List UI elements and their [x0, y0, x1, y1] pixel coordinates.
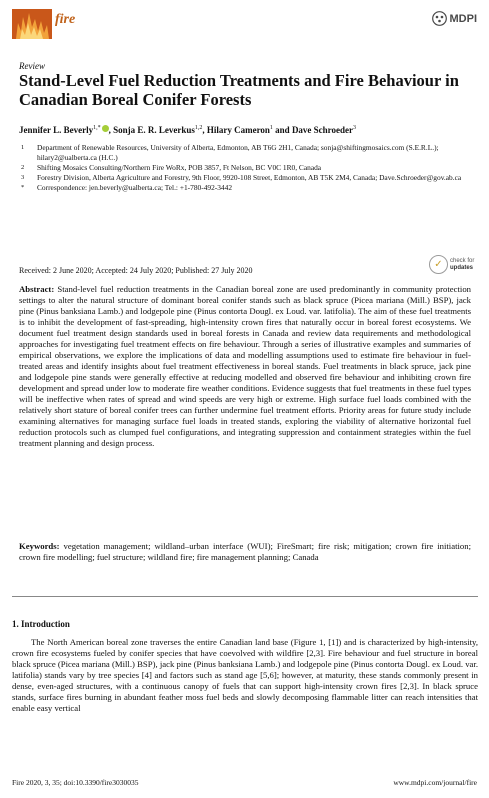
affiliation-number: 1	[21, 144, 25, 151]
author-name: Hilary Cameron	[206, 125, 270, 135]
orcid-icon[interactable]	[102, 125, 109, 132]
affiliation-number: 3	[21, 173, 25, 181]
check-updates-badge[interactable]	[429, 255, 474, 274]
affiliation-text: Shifting Mosaics Consulting/Northern Fire WoRx, POB 3857, Ft Nelson, BC V0C 1R0, Canada	[37, 162, 322, 172]
author-separator: and	[272, 125, 292, 135]
keywords-text: vegetation management; wildland–urban interface (WUI); FireSmart; fire risk; mitigation; crown fire initiation; crown fire modelling; fuel structure; wildland fire; fire management planning; Canada	[19, 541, 472, 562]
affiliations	[19, 143, 469, 193]
check-updates-icon: ✓	[429, 255, 448, 274]
author-sup: 3	[353, 125, 357, 131]
affiliation-item	[19, 183, 469, 193]
author-name: Sonja E. R. Leverkus	[113, 125, 195, 135]
publication-dates: Received: 2 June 2020; Accepted: 24 July 2020; Published: 27 July 2020	[19, 266, 253, 275]
check-updates-label: check for updates	[450, 258, 475, 271]
author-separator: ,	[108, 125, 114, 135]
affiliation-text: Forestry Division, Alberta Agriculture and Forestry, 9th Floor, 9920-108 Street, Edmonton, AB T5K 2M4, Canada; Dave.Schroeder@gov.ab.ca	[37, 172, 462, 182]
author-name: Jennifer L. Beverly	[19, 125, 94, 135]
author-separator: ,	[202, 125, 207, 135]
journal-name: fire	[55, 12, 76, 27]
author-sup: 1,2	[194, 125, 203, 131]
abstract-text: Stand-level fuel reduction treatments in the Canadian boreal zone are used predominantly in community protection settings to alter the natural structure of dominant boreal conifer stands such as black spruce (Picea mariana (Mill.) BSP), jack pine (Pinus banksiana Lamb.) and lodgepole pine (Pinus contorta Dougl. ex Loud. var. latifolia). The aim of these fuel treatments is to inhibit the development of fast-spreading, high-intensity crown fires that naturally occur in boreal forest ecosystems. We document fuel treatment design standards used in boreal forests in Canada and review data requirements and methodological approaches for investigating fuel treatment effects on fire behaviour. Through a series of illustrative examples and summaries of empirical observations, we explore the implications of data and modelling assumptions used to estimate fire behaviour in fuel-treated areas and identify insights about fuel treatment effectiveness in boreal stands. Fuel treatments in black spruce, jack pine and lodgepole pine stands were generally effective at reducing modelled and observed fire behaviour and inhibiting crown fire development and spread under low to moderate fire weather conditions. Evidence suggests that fuel treatments in these fuel types will be ineffective when rates of spread and wind speeds are very high or extreme. High surface fuel loads combined with the relatively short stature of boreal conifer trees can further undermine fuel treatment efforts. Priority areas for future study include examining alternatives for managing surface fuel loads in treated stands, exploring the viability of alternative horizontal fuel reduction protocols such as clumped fuel configurations, and integrating suppression and containment strategies within the fuel treatment planning and design process.	[19, 284, 472, 448]
author-sup: 1	[269, 125, 273, 131]
footer-url[interactable]: www.mdpi.com/journal/fire	[393, 778, 477, 787]
affiliation-item	[19, 143, 469, 162]
abstract	[19, 284, 471, 449]
keywords	[19, 541, 471, 563]
publisher-name: MDPI	[449, 12, 477, 25]
author-list	[19, 125, 356, 135]
mdpi-icon	[432, 11, 447, 26]
affiliation-item	[19, 173, 469, 183]
affiliation-text: Department of Renewable Resources, University of Alberta, Edmonton, AB T6G 2H1, Canada; sonja@shiftingmosaics.com (S.E.R.L.); hilary2@ualberta.ca (H.C.)	[37, 143, 439, 162]
author-name: Dave Schroeder	[291, 125, 354, 135]
footer-citation: Fire 2020, 3, 35; doi:10.3390/fire3030035	[12, 778, 139, 787]
correspondence-text: Correspondence: jen.beverly@ualberta.ca; Tel.: +1-780-492-3442	[37, 182, 233, 192]
abstract-label: Abstract:	[19, 284, 55, 294]
journal-logo	[12, 9, 52, 39]
section-heading: 1. Introduction	[12, 619, 70, 629]
article-type: Review	[19, 61, 45, 71]
affiliation-number: 2	[21, 163, 25, 171]
article-title: Stand-Level Fuel Reduction Treatments and Fire Behaviour in Canadian Boreal Conifer Forests	[19, 71, 459, 109]
keywords-label: Keywords:	[19, 541, 60, 551]
section-divider	[12, 596, 478, 597]
affiliation-item	[19, 163, 469, 173]
introduction-text: The North American boreal zone traverses the entire Canadian land base (Figure 1, [1]) and is characterized by high-intensity, crown fire ecosystems fueled by conifer species that have coevolved with wildfire [2,3]. Fire behaviour and fuel structure in boreal black spruce (Picea mariana (Mill.) BSP), jack pine (Pinus banksiana Lamb.) and lodgepole pine (Pinus contorta Dougl. ex Loud. var. latifolia) stands vary by tree species [4] and factors such as stand age [5,6]; however, at maturity, these stands commonly present in dense, even-aged structures, with a continuous canopy of fuels that can support high-intensity crown fires [2,3]. In black spruce stands, surface fires burning in abundant feather moss fuel beds and slowly decomposing flammable litter can reach intensities that enable easy vertical	[12, 637, 478, 713]
publisher-logo	[432, 11, 478, 26]
author-sup: 1,*	[93, 125, 101, 131]
affiliation-number: *	[21, 183, 25, 191]
